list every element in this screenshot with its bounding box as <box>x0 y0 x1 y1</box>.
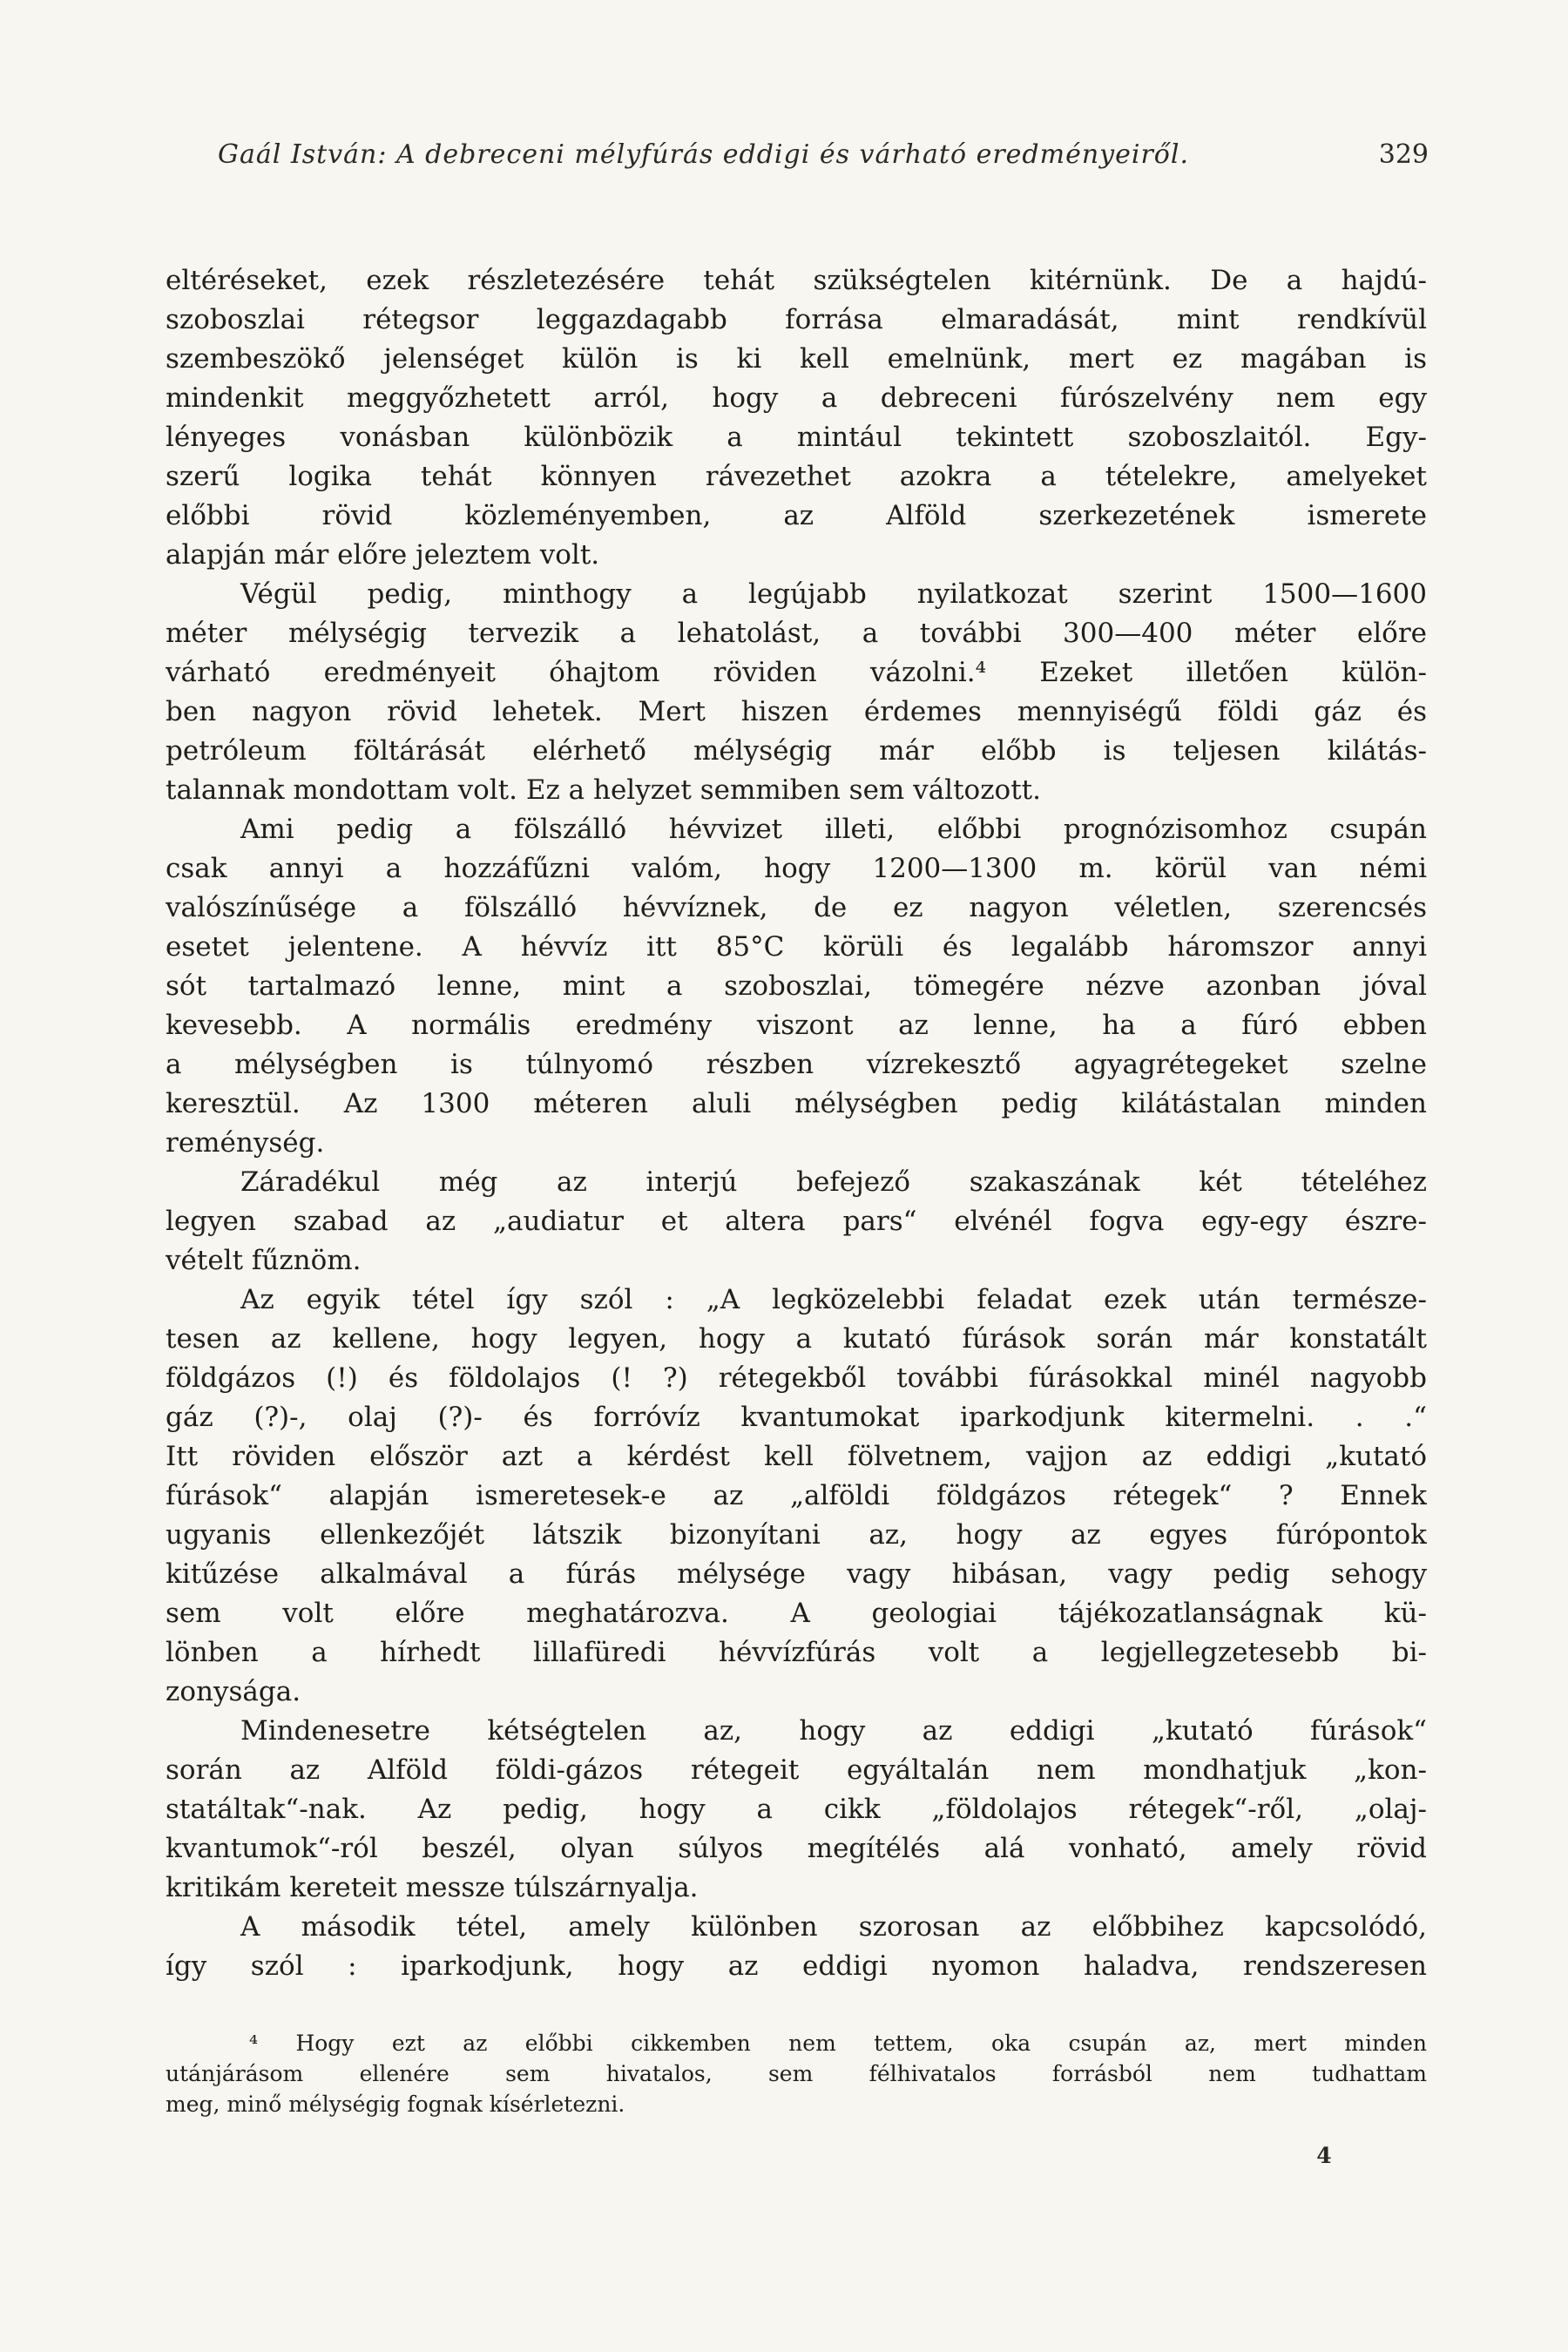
text-line: szerű logika tehát könnyen rávezethet azokra a tételekre, amelyeket <box>166 461 1427 492</box>
text-line: gáz (?)-, olaj (?)- és forróvíz kvantumokat iparkodjunk kitermelni. . .“ <box>166 1402 1427 1433</box>
text-line: sót tartalmazó lenne, mint a szoboszlai, tömegére nézve azonban jóval <box>166 970 1427 1002</box>
text-line: kritikám kereteit messze túlszárnyalja. <box>166 1872 699 1903</box>
running-header <box>218 139 1429 178</box>
footnote-line: meg, minő mélységig fognak kísérletezni. <box>166 2092 625 2117</box>
text-line: tesen az kellene, hogy legyen, hogy a kutató fúrások során már konstatált <box>166 1323 1427 1355</box>
text-line: Itt röviden először azt a kérdést kell fölvetnem, vajjon az eddigi „kutató <box>166 1441 1427 1472</box>
paragraph-start-line: A második tétel, amely különben szorosan az előbbihez kapcsolódó, <box>240 1911 1427 1943</box>
text-line: legyen szabad az „audiatur et altera pars“ elvénél fogva egy-egy észre- <box>166 1206 1427 1237</box>
text-line: várható eredményeit óhajtom röviden vázolni.⁴ Ezeket illetően külön- <box>166 657 1427 688</box>
text-line: csak annyi a hozzáfűzni valóm, hogy 1200—1300 m. körül van némi <box>166 853 1427 884</box>
text-line: kitűzése alkalmával a fúrás mélysége vagy hibásan, vagy pedig sehogy <box>166 1558 1427 1590</box>
page-number: 329 <box>1378 139 1429 170</box>
text-line: kevesebb. A normális eredmény viszont az lenne, ha a fúró ebben <box>166 1010 1427 1041</box>
text-line: talannak mondottam volt. Ez a helyzet semmiben sem változott. <box>166 774 1041 806</box>
text-line: lönben a hírhedt lillafüredi hévvízfúrás volt a legjellegzetesebb bi- <box>166 1637 1427 1668</box>
paragraph-start-line: Végül pedig, minthogy a legújabb nyilatkozat szerint 1500—1600 <box>240 578 1427 610</box>
text-line: ben nagyon rövid lehetek. Mert hiszen érdemes mennyiségű földi gáz és <box>166 696 1427 727</box>
text-line: keresztül. Az 1300 méteren aluli mélységben pedig kilátástalan minden <box>166 1088 1427 1119</box>
text-line: valószínűsége a fölszálló hévvíznek, de ez nagyon véletlen, szerencsés <box>166 892 1427 923</box>
article-body <box>166 261 1427 1986</box>
text-line: kvantumok“-ról beszél, olyan súlyos megítélés alá vonható, amely rövid <box>166 1833 1427 1864</box>
text-line: földgázos (!) és földolajos (! ?) rétegekből további fúrásokkal minél nagyobb <box>166 1362 1427 1394</box>
printer-signature-mark: 4 <box>1316 2143 1332 2168</box>
text-line: előbbi rövid közleményemben, az Alföld szerkezetének ismerete <box>166 500 1427 531</box>
text-line: petróleum föltárását elérhető mélységig már előbb is teljesen kilátás- <box>166 735 1427 767</box>
paragraph-start-line: Mindenesetre kétségtelen az, hogy az eddigi „kutató fúrások“ <box>240 1715 1427 1747</box>
text-line: így szól : iparkodjunk, hogy az eddigi nyomon haladva, rendszeresen <box>166 1950 1427 1982</box>
footnote-line: ⁴ Hogy ezt az előbbi cikkemben nem tettem, oka csupán az, mert minden <box>249 2031 1427 2056</box>
text-line: vételt fűznöm. <box>166 1245 362 1276</box>
text-line: méter mélységig tervezik a lehatolást, a további 300—400 méter előre <box>166 618 1427 649</box>
text-line: szoboszlai rétegsor leggazdagabb forrása elmaradását, mint rendkívül <box>166 304 1427 335</box>
text-line: mindenkit meggyőzhetett arról, hogy a debreceni fúrószelvény nem egy <box>166 382 1427 414</box>
paragraph-start-line: Az egyik tétel így szól : „A legközelebbi feladat ezek után természe- <box>240 1284 1427 1315</box>
text-line: reménység. <box>166 1127 325 1159</box>
text-line: alapján már előre jeleztem volt. <box>166 539 600 571</box>
text-line: statáltak“-nak. Az pedig, hogy a cikk „földolajos rétegek“-ről, „olaj- <box>166 1794 1427 1825</box>
footnotes <box>166 2028 1427 2119</box>
text-line: eltéréseket, ezek részletezésére tehát szükségtelen kitérnünk. De a hajdú- <box>166 265 1427 296</box>
text-line: sem volt előre meghatározva. A geologiai tájékozatlanságnak kü- <box>166 1598 1427 1629</box>
text-line: ugyanis ellenkezőjét látszik bizonyítani az, hogy az egyes fúrópontok <box>166 1519 1427 1551</box>
text-line: szembeszökő jelenséget külön is ki kell emelnünk, mert ez magában is <box>166 343 1427 375</box>
text-line: esetet jelentene. A hévvíz itt 85°C körüli és legalább háromszor annyi <box>166 931 1427 963</box>
running-title: Gaál István: A debreceni mélyfúrás eddigi és várható eredményeiről. <box>218 139 1189 170</box>
paragraph-start-line: Ami pedig a fölszálló hévvizet illeti, előbbi prognózisomhoz csupán <box>240 814 1427 845</box>
paragraph-start-line: Záradékul még az interjú befejező szakaszának két tételéhez <box>240 1166 1427 1198</box>
text-line: során az Alföld földi-gázos rétegeit egyáltalán nem mondhatjuk „kon- <box>166 1754 1427 1786</box>
text-line: lényeges vonásban különbözik a mintául tekintett szoboszlaitól. Egy- <box>166 422 1427 453</box>
text-line: zonysága. <box>166 1676 301 1707</box>
footnote-line: utánjárásom ellenére sem hivatalos, sem félhivatalos forrásból nem tudhattam <box>166 2061 1427 2086</box>
text-line: fúrások“ alapján ismeretesek-e az „alföldi földgázos rétegek“ ? Ennek <box>166 1480 1427 1511</box>
text-line: a mélységben is túlnyomó részben vízrekesztő agyagrétegeket szelne <box>166 1049 1427 1080</box>
